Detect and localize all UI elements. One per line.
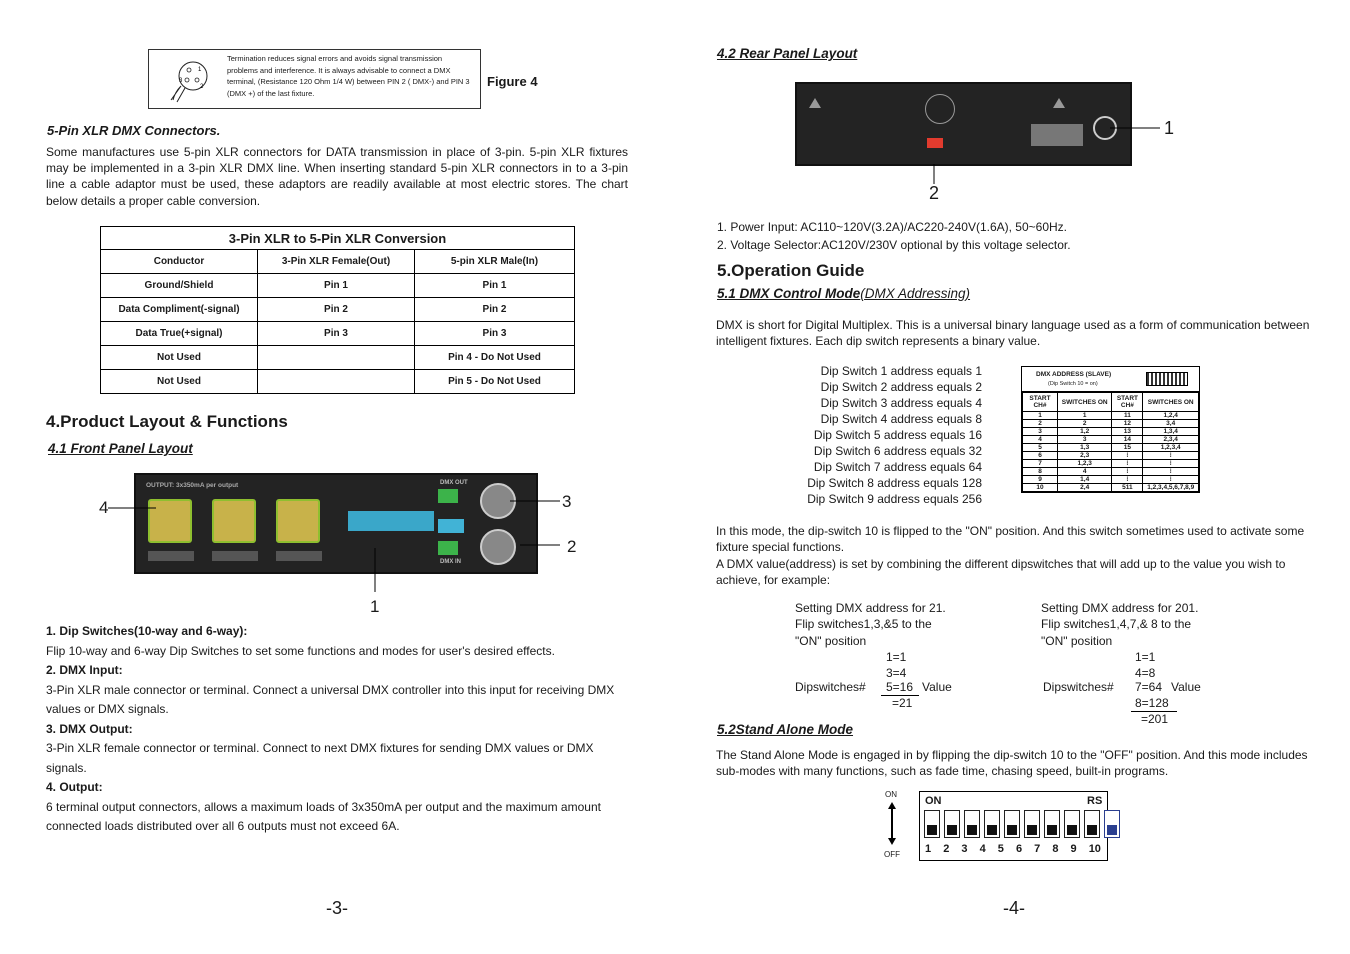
dip-number: 1 bbox=[925, 843, 932, 855]
callout-2: 2 bbox=[567, 537, 577, 556]
warning-icon bbox=[1053, 98, 1065, 108]
figure-label: Figure 4 bbox=[487, 74, 538, 89]
example-value: 8=128 bbox=[1135, 696, 1169, 710]
table-row bbox=[101, 346, 575, 370]
table-row: 10 2,4 511 1,2,3,4,5,6,7,8,9 bbox=[1023, 484, 1199, 492]
example-line: "ON" position bbox=[795, 633, 867, 648]
dmx-intro: DMX is short for Digital Multiplex. This is a universal binary language used as a form of communication between intelligent fixtures. Each dip switch represents a binary value. bbox=[716, 318, 1310, 349]
example-line: Setting DMX address for 21. bbox=[795, 601, 946, 615]
dip-number: 2 bbox=[943, 843, 950, 855]
table-row: 9 1,4 ⁝ ⁝ bbox=[1023, 476, 1199, 484]
table-cell: Data True(+signal) bbox=[101, 322, 258, 346]
dmx-address-table bbox=[1021, 366, 1200, 493]
function-title: 4. Output: bbox=[46, 780, 103, 794]
dmx-table-subtitle: (Dip Switch 10 = on) bbox=[1048, 381, 1098, 387]
table-row: 8 4 ⁝ ⁝ bbox=[1023, 468, 1199, 476]
mode-text-1: In this mode, the dip-switch 10 is flipped to the "ON" position. And this switch sometimes used to activate some fixture special functions. bbox=[716, 524, 1305, 555]
standalone-text: The Stand Alone Mode is engaged in by flipping the dip-switch 10 to the "OFF" position. And this mode includes sub-modes with many functions, such as fade time, chasing speed, built-in programs. bbox=[716, 748, 1308, 779]
svg-text:3: 3 bbox=[179, 78, 183, 84]
rear-callout-1: 1 bbox=[1164, 118, 1175, 138]
function-body: 3-Pin XLR male connector or terminal. Connect a universal DMX controller into this input for receiving DMX values or DMX signals. bbox=[46, 682, 615, 716]
dip-number: 8 bbox=[1052, 843, 1059, 855]
dmx-out-label: DMX OUT bbox=[440, 480, 468, 486]
table-row bbox=[101, 274, 575, 298]
list-item: Dip Switch 4 address equals 8 bbox=[820, 412, 982, 426]
dip-number: 10 bbox=[1088, 843, 1101, 855]
front-panel-callout-lines bbox=[90, 480, 590, 620]
table-cell: Pin 2 bbox=[258, 298, 415, 322]
arrow-shaft bbox=[891, 808, 893, 838]
dipswitches-label: Dipswitches# bbox=[1043, 680, 1114, 694]
list-item: Dip Switch 2 address equals 2 bbox=[820, 380, 982, 394]
dip-switch-row bbox=[922, 810, 1122, 843]
dip-switch-1 bbox=[924, 810, 940, 838]
standalone-subtitle: 5.2Stand Alone Mode bbox=[717, 722, 854, 737]
list-item: Dip Switch 1 address equals 1 bbox=[820, 364, 982, 378]
dip-number: 9 bbox=[1070, 843, 1077, 855]
table-cell: Pin 5 - Do Not Used bbox=[415, 370, 575, 394]
table-row: 4 3 14 2,3,4 bbox=[1023, 436, 1199, 444]
table-cell: Not Used bbox=[101, 346, 258, 370]
callout-3: 3 bbox=[562, 492, 572, 511]
off-label: OFF bbox=[884, 850, 900, 859]
table-cell: Pin 3 bbox=[415, 322, 575, 346]
dip-on-label: ON bbox=[925, 795, 942, 807]
dip-switch-6 bbox=[1024, 810, 1040, 838]
dip-address-list bbox=[790, 363, 982, 507]
conversion-table bbox=[100, 226, 575, 394]
table-caption: 3-Pin XLR to 5-Pin XLR Conversion bbox=[101, 227, 575, 250]
page-number-right: -4- bbox=[1003, 898, 1025, 918]
dmx-table-grid bbox=[1022, 392, 1199, 492]
table-cell: Pin 2 bbox=[415, 298, 575, 322]
example-line: "ON" position bbox=[1041, 633, 1113, 648]
section5-title: 5.Operation Guide bbox=[717, 261, 865, 280]
dip-switch-4 bbox=[984, 810, 1000, 838]
dip-switch-9 bbox=[1084, 810, 1100, 838]
value-label: Value bbox=[1171, 680, 1201, 694]
table-row: 5 1,3 15 1,2,3,4 bbox=[1023, 444, 1199, 452]
table-row bbox=[101, 322, 575, 346]
example-total: =21 bbox=[892, 696, 913, 710]
example-201 bbox=[1041, 600, 1271, 726]
table-row: 2 2 12 3,4 bbox=[1023, 420, 1199, 428]
table-cell: Pin 4 - Do Not Used bbox=[415, 346, 575, 370]
page-number-left: -3- bbox=[326, 898, 348, 918]
mini-dip-icon bbox=[1146, 372, 1188, 386]
example-value: 4=8 bbox=[1135, 666, 1156, 680]
example-line: Flip switches1,3,&5 to the bbox=[795, 617, 932, 632]
table-row: 7 1,2,3 ⁝ ⁝ bbox=[1023, 460, 1199, 468]
dip-switch-5 bbox=[1004, 810, 1020, 838]
example-value: 7=64 bbox=[1135, 680, 1163, 694]
table-cell bbox=[258, 370, 415, 394]
dip-number-row bbox=[925, 843, 1107, 855]
rear-panel-subtitle: 4.2 Rear Panel Layout bbox=[717, 46, 858, 61]
example-21 bbox=[795, 600, 1025, 710]
example-value: 1=1 bbox=[886, 650, 907, 664]
dmx-in-label: DMX IN bbox=[440, 559, 461, 565]
table-header: 3-Pin XLR Female(Out) bbox=[258, 250, 415, 274]
dip-switch-3 bbox=[964, 810, 980, 838]
table-cell: Pin 3 bbox=[258, 322, 415, 346]
dip-number: 7 bbox=[1034, 843, 1041, 855]
list-item: Dip Switch 5 address equals 16 bbox=[813, 428, 982, 442]
dmx-table-title: DMX ADDRESS (SLAVE) bbox=[1036, 371, 1112, 378]
callout-1: 1 bbox=[370, 597, 380, 616]
list-item: Dip Switch 7 address equals 64 bbox=[813, 460, 982, 474]
dip-rs-label: RS bbox=[1087, 795, 1103, 807]
function-title: 2. DMX Input: bbox=[46, 663, 123, 677]
dip-switch-10 bbox=[1104, 810, 1120, 838]
function-body: 6 terminal output connectors, allows a maximum loads of 3x350mA per output and the maximum amount connected loads distributed over all 6 outputs must not exceed 6A. bbox=[46, 799, 601, 833]
value-label: Value bbox=[922, 680, 952, 694]
warning-icon bbox=[809, 98, 821, 108]
table-row bbox=[101, 370, 575, 394]
xlr5-body: Some manufactures use 5-pin XLR connectors for DATA transmission in place of 3-pin. 5-pin XLR fixtures may be implemented in a 3-pin XLR DMX line. When inserting standard 5-pin XLR connectors in to a 3-pin line a cable adaptor must be used, these adaptors are readily available at most electric stores. The chart below details a proper cable conversion. bbox=[46, 145, 628, 208]
table-header: SWITCHES ON bbox=[1143, 393, 1199, 412]
rear-item-1: 1. Power Input: AC110~120V(3.2A)/AC220-240V(1.6A), 50~60Hz. bbox=[717, 220, 1067, 234]
function-title: 1. Dip Switches(10-way and 6-way): bbox=[46, 624, 248, 638]
table-row: 3 1,2 13 1,3,4 bbox=[1023, 428, 1199, 436]
termination-note: Termination reduces signal errors and avoids signal transmission problems and interference. It is always advisable to connect a DMX terminal, (Resistance 120 Ohm 1/4 W) between PIN 2 ( DMX-) and PIN 3 (DMX +) of the last fixture. bbox=[227, 54, 470, 98]
termination-box bbox=[148, 49, 481, 109]
section4-title: 4.Product Layout & Functions bbox=[46, 412, 288, 431]
example-total: =201 bbox=[1141, 712, 1169, 726]
list-item: Dip Switch 8 address equals 128 bbox=[807, 476, 982, 490]
table-cell: Not Used bbox=[101, 370, 258, 394]
table-header: START CH# bbox=[1112, 393, 1143, 412]
rear-panel-callout-lines bbox=[920, 120, 1170, 190]
table-cell: Pin 1 bbox=[415, 274, 575, 298]
panel-output-label: OUTPUT: 3x350mA per output bbox=[146, 482, 239, 489]
dip-number: 3 bbox=[961, 843, 968, 855]
dipswitches-label: Dipswitches# bbox=[795, 680, 866, 694]
svg-text:2: 2 bbox=[200, 84, 204, 90]
dmx-control-subtitle bbox=[717, 286, 970, 301]
on-off-indicator bbox=[880, 788, 904, 860]
table-cell: Pin 1 bbox=[258, 274, 415, 298]
front-panel-subtitle: 4.1 Front Panel Layout bbox=[48, 441, 193, 456]
mode-text-2: A DMX value(address) is set by combining the different dipswitches that will add up to the value you wish to achieve, for example: bbox=[716, 557, 1286, 588]
dmx-control-subtitle-bold: 5.1 DMX Control Mode bbox=[717, 286, 861, 301]
dip-switch-2 bbox=[944, 810, 960, 838]
dip-number: 4 bbox=[979, 843, 986, 855]
svg-text:1: 1 bbox=[198, 67, 202, 73]
dip-switch-7 bbox=[1044, 810, 1060, 838]
example-value: 3=4 bbox=[886, 666, 907, 680]
table-header: START CH# bbox=[1023, 393, 1058, 412]
dip-switch-8 bbox=[1064, 810, 1080, 838]
dip-number: 5 bbox=[997, 843, 1004, 855]
rear-callout-2: 2 bbox=[929, 183, 940, 203]
callout-4: 4 bbox=[99, 498, 109, 517]
example-value: 1=1 bbox=[1135, 650, 1156, 664]
list-item: Dip Switch 3 address equals 4 bbox=[820, 396, 982, 410]
list-item: Dip Switch 9 address equals 256 bbox=[807, 492, 982, 506]
example-line: Setting DMX address for 201. bbox=[1041, 601, 1199, 615]
rear-item-2: 2. Voltage Selector:AC120V/230V optional by this voltage selector. bbox=[717, 238, 1071, 252]
function-title: 3. DMX Output: bbox=[46, 721, 133, 736]
list-item: Dip Switch 6 address equals 32 bbox=[813, 444, 982, 458]
table-row: 6 2,3 ⁝ ⁝ bbox=[1023, 452, 1199, 460]
dmx-control-subtitle-rest: (DMX Addressing) bbox=[860, 286, 971, 301]
table-cell: Ground/Shield bbox=[101, 274, 258, 298]
function-body: 3-Pin XLR female connector or terminal. Connect to next DMX fixtures for sending DMX values or DMX signals. bbox=[46, 741, 594, 775]
example-value: 5=16 bbox=[886, 680, 914, 694]
table-cell: Data Compliment(-signal) bbox=[101, 298, 258, 322]
down-arrow-icon bbox=[888, 838, 896, 845]
dip-number: 6 bbox=[1015, 843, 1023, 855]
on-label: ON bbox=[885, 790, 897, 799]
xlr5-title: 5-Pin XLR DMX Connectors. bbox=[47, 123, 221, 138]
table-header: 5-pin XLR Male(In) bbox=[415, 250, 575, 274]
table-header: SWITCHES ON bbox=[1058, 393, 1112, 412]
xlr-terminator-icon bbox=[167, 56, 215, 104]
dip-switch-diagram bbox=[919, 791, 1108, 861]
table-row bbox=[101, 298, 575, 322]
table-header: Conductor bbox=[101, 250, 258, 274]
functions-list bbox=[46, 622, 631, 837]
table-row: 1 1 11 1,2,4 bbox=[1023, 412, 1199, 420]
table-cell bbox=[258, 346, 415, 370]
function-body: Flip 10-way and 6-way Dip Switches to set some functions and modes for user's desired effects. bbox=[46, 643, 555, 658]
example-line: Flip switches1,4,7,& 8 to the bbox=[1041, 617, 1192, 632]
